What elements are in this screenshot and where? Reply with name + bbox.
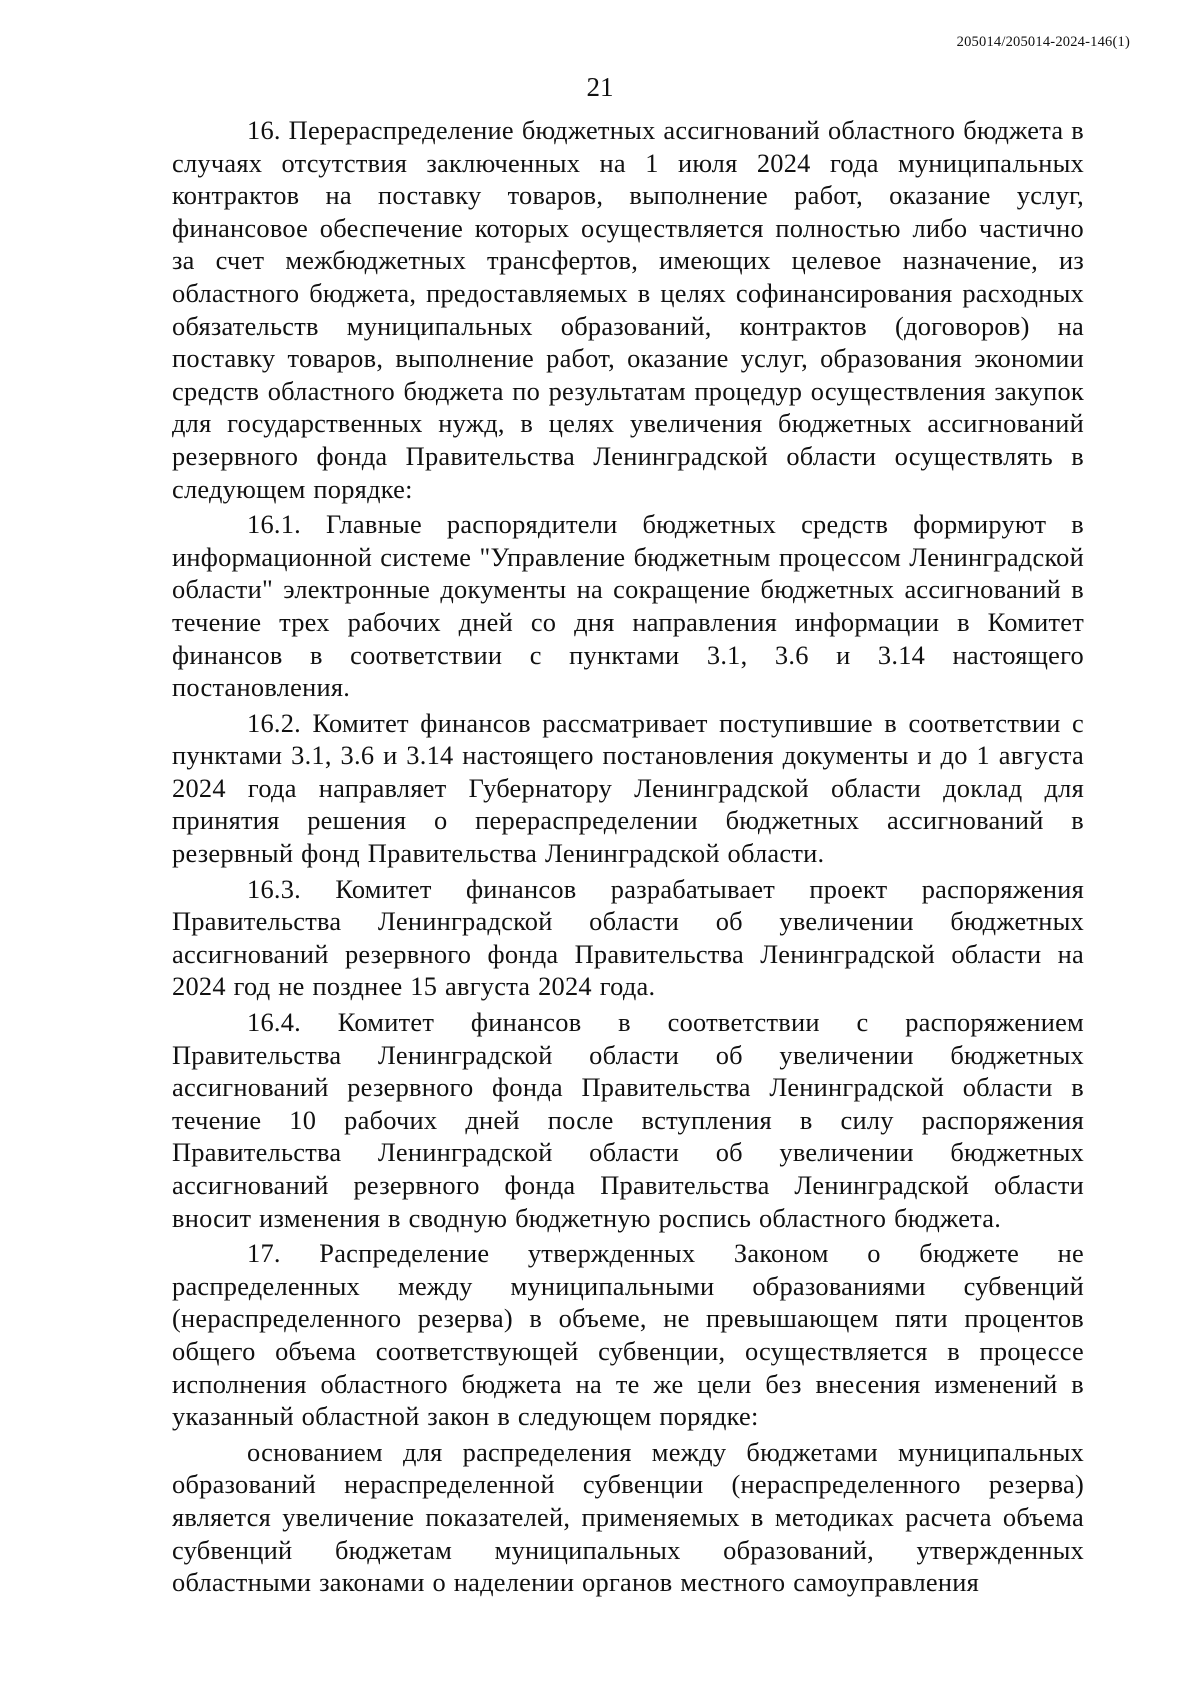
document-body [172,114,1084,1599]
paragraph-16: 16. Перераспределение бюджетных ассигнований областного бюджета в случаях отсутствия заключенных на 1 июля 2024 года муниципальных контрактов на поставку товаров, выполнение работ, оказание услуг, финансовое обеспечение которых осуществляется полностью либо частично за счет межбюджетных трансфертов, имеющих целевое назначение, из областного бюджета, предоставляемых в целях софинансирования расходных обязательств муниципальных образований, контрактов (договоров) на поставку товаров, выполнение работ, оказание услуг, образования экономии средств областного бюджета по результатам процедур осуществления закупок для государственных нужд, в целях увеличения бюджетных ассигнований резервного фонда Правительства Ленинградской области осуществлять в следующем порядке: [172,115,1084,504]
paragraph-17: 17. Распределение утвержденных Законом о бюджете не распределенных между муниципальными образованиями субвенций (нераспределенного резерва) в объеме, не превышающем пяти процентов общего объема соответствующей субвенции, осуществляется в процессе исполнения областного бюджета на те же цели без внесения изменений в указанный областной закон в следующем порядке: [172,1238,1084,1432]
paragraph-16-1: 16.1. Главные распорядители бюджетных средств формируют в информационной системе "Управление бюджетным процессом Ленинградской области" электронные документы на сокращение бюджетных ассигнований в течение трех рабочих дней со дня направления информации в Комитет финансов в соответствии с пунктами 3.1, 3.6 и 3.14 настоящего постановления. [172,509,1084,703]
paragraph-16-4: 16.4. Комитет финансов в соответствии с распоряжением Правительства Ленинградской области об увеличении бюджетных ассигнований резервного фонда Правительства Ленинградской области в течение 10 рабочих дней после вступления в силу распоряжения Правительства Ленинградской области об увеличении бюджетных ассигнований резервного фонда Правительства Ленинградской области вносит изменения в сводную бюджетную роспись областного бюджета. [172,1007,1084,1233]
page-number: 21 [586,72,614,102]
paragraph-17-basis: основанием для распределения между бюджетами муниципальных образований нераспределенной субвенции (нераспределенного резерва) является увеличение показателей, применяемых в методиках расчета объема субвенций бюджетам муниципальных образований, утвержденных областными законами о наделении органов местного самоуправления [172,1436,1084,1598]
document-id: 205014/205014-2024-146(1) [956,34,1130,50]
paragraph-16-2: 16.2. Комитет финансов рассматривает поступившие в соответствии с пунктами 3.1, 3.6 и 3.14 настоящего постановления документы и до 1 августа 2024 года направляет Губернатору Ленинградской области доклад для принятия решения о перераспределении бюджетных ассигнований в резервный фонд Правительства Ленинградской области. [172,707,1084,869]
paragraph-16-3: 16.3. Комитет финансов разрабатывает проект распоряжения Правительства Ленинградской области об увеличении бюджетных ассигнований резервного фонда Правительства Ленинградской области на 2024 год не позднее 15 августа 2024 года. [172,873,1084,1002]
